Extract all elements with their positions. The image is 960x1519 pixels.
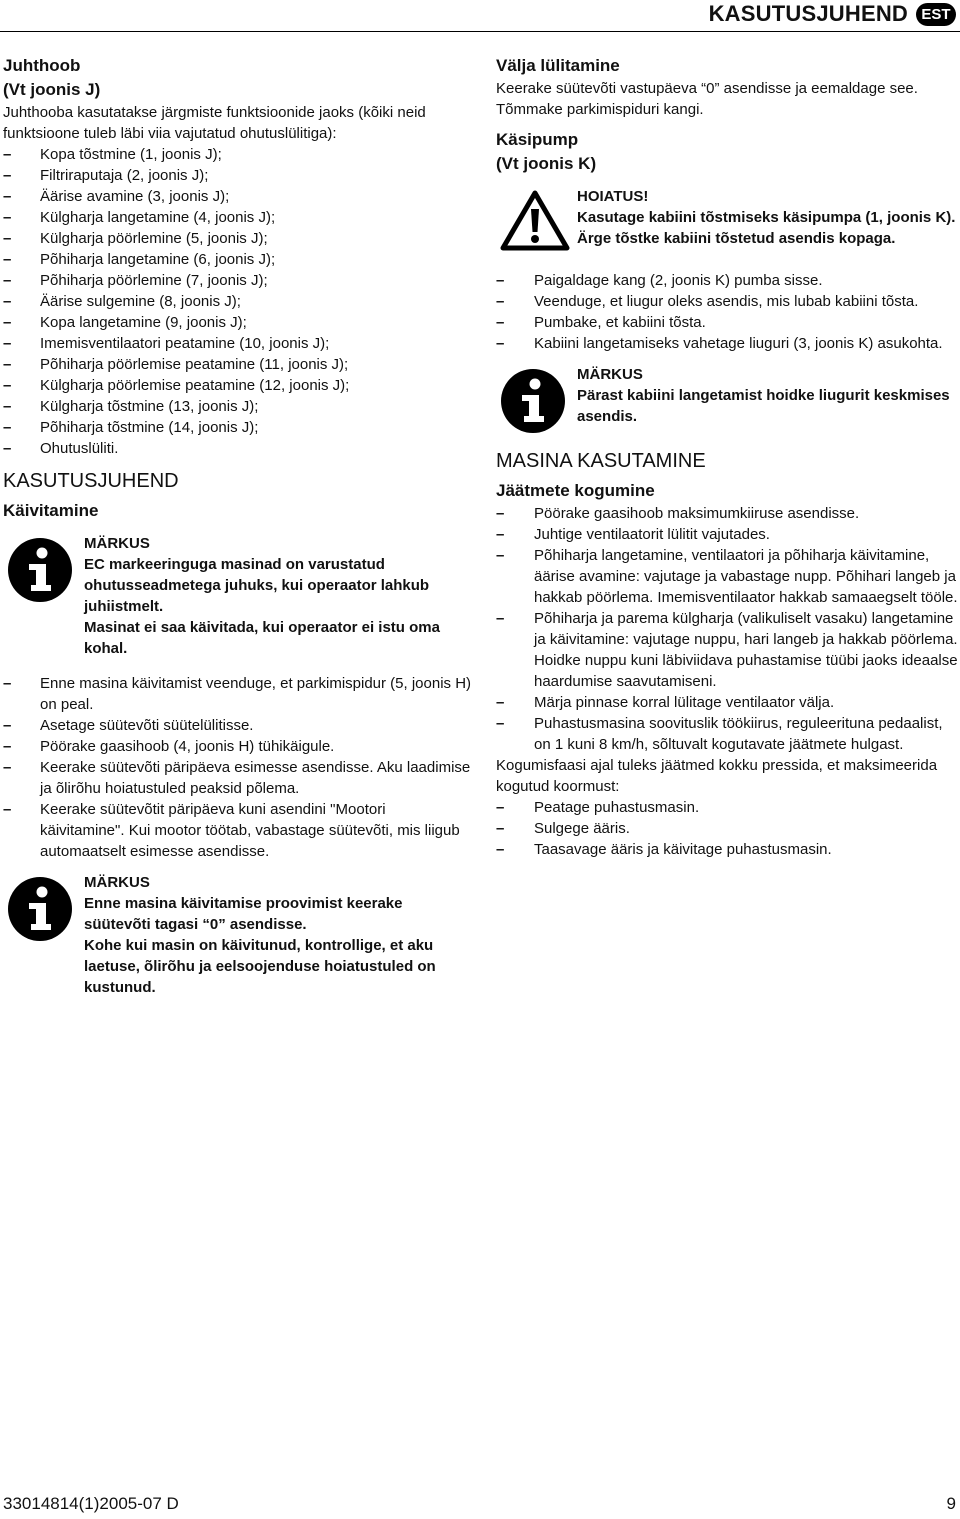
kasipump-heading: Käsipump [496, 130, 579, 149]
list-item: – Enne masina käivitamist veenduge, et parkimispidur (5, joonis H) on peal. [3, 673, 473, 715]
info-icon [500, 368, 566, 440]
list-item: – Pöörake gaasihoob (4, joonis H) tühikäigule. [3, 736, 473, 757]
list-item: – Peatage puhastusmasin. [496, 797, 958, 818]
list-item: – Äärise sulgemine (8, joonis J); [3, 291, 473, 312]
header-rule [0, 31, 960, 32]
final-steps-list [496, 797, 958, 860]
warning-label: HOIATUS! [577, 188, 649, 205]
list-item: – Külgharja tõstmine (13, joonis J); [3, 396, 473, 417]
document-code: 33014814(1)2005-07 D [3, 1494, 179, 1513]
list-item: – Juhtige ventilaatorit lülitit vajutades. [496, 524, 958, 545]
list-item: – Kabiini langetamiseks vahetage liuguri (3, joonis K) asukohta. [496, 333, 958, 354]
note-label: MÄRKUS [84, 535, 150, 552]
valja-heading: Välja lülitamine [496, 56, 620, 75]
note-text: Pärast kabiini langetamist hoidke liugurit keskmises asendis. [577, 387, 950, 425]
juhthoob-intro: Juhthooba kasutatakse järgmiste funktsioonide jaoks (kõiki neid funktsioone tuleb läbi viia vajutatud ohutuslülitiga): [3, 104, 426, 142]
list-item: – Puhastusmasina soovituslik töökiirus, reguleerituna pedaalist, on 1 kuni 8 km/h, sõltuvalt kogutavate jäätmete hulgast. [496, 713, 958, 755]
info-icon [7, 537, 73, 609]
jaatmete-heading: Jäätmete kogumine [496, 481, 655, 500]
list-item: – Põhiharja tõstmine (14, joonis J); [3, 417, 473, 438]
juhthoob-subheading: (Vt joonis J) [3, 80, 101, 99]
list-item: – Taasavage ääris ja käivitage puhastusmasin. [496, 839, 958, 860]
list-item: – Asetage süütevõti süütelülitisse. [3, 715, 473, 736]
list-item: – Külgharja pöörlemine (5, joonis J); [3, 228, 473, 249]
note-text: EC markeeringuga masinad on varustatud ohutusseadmetega juhuks, kui operaator lahkub juhiistmelt. [84, 556, 430, 615]
warning-box [496, 186, 958, 256]
language-badge: EST [916, 3, 956, 26]
info-icon [7, 876, 73, 948]
list-item: – Ohutuslüliti. [3, 438, 473, 459]
section-title-kasutusjuhend: KASUTUSJUHEND [3, 470, 179, 492]
list-item: – Märja pinnase korral lülitage ventilaator välja. [496, 692, 958, 713]
list-item: – Kopa tõstmine (1, joonis J); [3, 144, 473, 165]
note-text: Masinat ei saa käivitada, kui operaator ei istu oma kohal. [84, 619, 440, 657]
list-item: – Äärise avamine (3, joonis J); [3, 186, 473, 207]
right-column [496, 54, 958, 860]
pump-steps-list [496, 270, 958, 354]
list-item: – Keerake süütevõtit päripäeva kuni asendini "Mootori käivitamine". Kui mootor töötab, vabastage süütevõti, mis liigub automaatselt esimesse asendisse. [3, 799, 473, 862]
list-item: – Veenduge, et liugur oleks asendis, mis lubab kabiini tõsta. [496, 291, 958, 312]
warning-triangle-icon [500, 190, 570, 258]
list-item: – Imemisventilaatori peatamine (10, joonis J); [3, 333, 473, 354]
list-item: – Filtriraputaja (2, joonis J); [3, 165, 473, 186]
note-box [496, 364, 958, 434]
page-header [0, 0, 960, 34]
list-item: – Kopa langetamine (9, joonis J); [3, 312, 473, 333]
list-item: – Külgharja pöörlemise peatamine (12, joonis J); [3, 375, 473, 396]
list-item: – Sulgege ääris. [496, 818, 958, 839]
list-item: – Põhiharja pöörlemine (7, joonis J); [3, 270, 473, 291]
list-item: – Keerake süütevõti päripäeva esimesse asendisse. Aku laadimise ja õlirõhu hoiatustuled peaksid põlema. [3, 757, 473, 799]
list-item: – Põhiharja ja parema külgharja (valikuliselt vasaku) langetamine ja käivitamine: vajutage nuppu, hari langeb ja hakkab pöörlema. Hoidke nuppu kuni läbiviidava puhastamise tüübi jaoks ideaalse haardumise saavutamiseni. [496, 608, 958, 692]
list-item: – Pöörake gaasihoob maksimumkiiruse asendisse. [496, 503, 958, 524]
header-title: KASUTUSJUHEND [708, 1, 908, 26]
juhthoob-heading: Juhthoob [3, 56, 81, 75]
warning-text: Kasutage kabiini tõstmiseks käsipumpa (1, joonis K). Ärge tõstke kabiini tõstetud asendis kopaga. [577, 209, 956, 247]
valja-text: Keerake süütevõti vastupäeva “0” asendisse ja eemaldage see. Tõmmake parkimispiduri kangi. [496, 80, 918, 118]
list-item: – Paigaldage kang (2, joonis K) pumba sisse. [496, 270, 958, 291]
collect-paragraph: Kogumisfaasi ajal tuleks jäätmed kokku pressida, et maksimeerida kogutud koormust: [496, 757, 938, 795]
collect-steps-list [496, 503, 958, 755]
start-steps-list [3, 673, 473, 862]
list-item: – Külgharja langetamine (4, joonis J); [3, 207, 473, 228]
section-title-masina-kasutamine: MASINA KASUTAMINE [496, 450, 706, 472]
note-text: Kohe kui masin on käivitunud, kontrollige, et aku laetuse, õlirõhu ja eelsoojenduse hoiatustuled on kustunud. [84, 937, 436, 996]
kaivitamine-heading: Käivitamine [3, 501, 99, 520]
page-number: 9 [946, 1494, 956, 1513]
note-text: Enne masina käivitamise proovimist keerake süütevõti tagasi “0” asendisse. [84, 895, 403, 933]
kasipump-subheading: (Vt joonis K) [496, 154, 597, 173]
note-label: MÄRKUS [577, 366, 643, 383]
list-item: – Põhiharja langetamine (6, joonis J); [3, 249, 473, 270]
note-label: MÄRKUS [84, 874, 150, 891]
note-box [3, 872, 473, 998]
list-item: – Põhiharja langetamine, ventilaatori ja põhiharja käivitamine, äärise avamine: vajutage ja vabastage nupp. Põhihari langeb ja hakkab pöörlema. Imemisventilaator hakkab samaaegselt tööle. [496, 545, 958, 608]
list-item: – Põhiharja pöörlemise peatamine (11, joonis J); [3, 354, 473, 375]
note-box [3, 533, 473, 659]
left-column [3, 54, 473, 1012]
list-item: – Pumbake, et kabiini tõsta. [496, 312, 958, 333]
function-list [3, 144, 473, 459]
